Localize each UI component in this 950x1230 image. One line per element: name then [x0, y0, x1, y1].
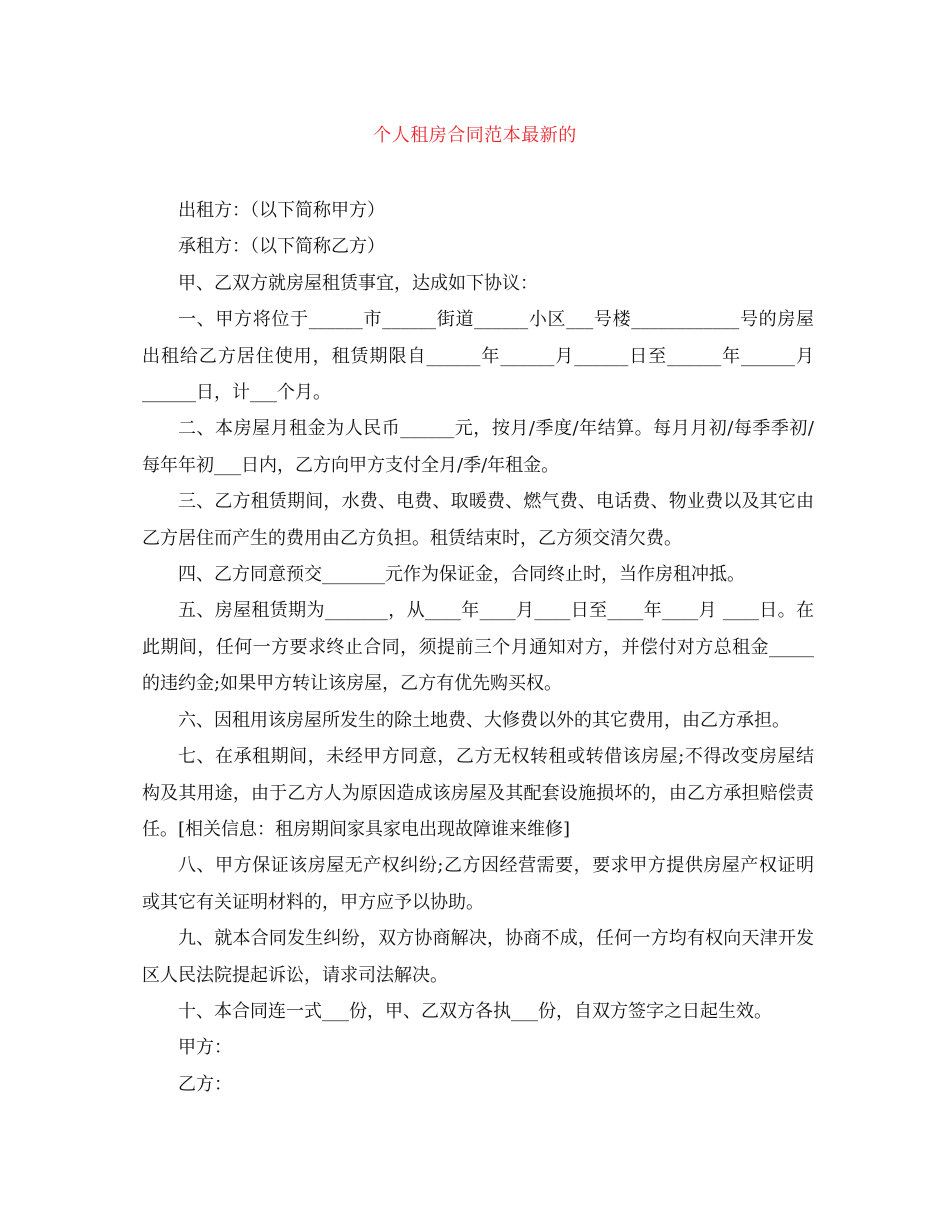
document-body — [142, 193, 814, 1103]
document-title: 个人租房合同范本最新的 — [373, 125, 577, 146]
clause-7: 七、在承租期间，未经甲方同意，乙方无权转租或转借该房屋;不得改变房屋结构及其用途，由于乙方人为原因造成该房屋及其配套设施损坏的，由乙方承担赔偿责任。[相关信息：租房期间家具家电出现故障谁来维修] — [142, 746, 814, 840]
signature-party-b: 乙方： — [178, 1073, 232, 1095]
paragraph-agreement-intro: 甲、乙双方就房屋租赁事宜，达成如下协议： — [178, 272, 538, 294]
clause-8: 八、甲方保证该房屋无产权纠纷;乙方因经营需要，要求甲方提供房屋产权证明或其它有关证明材料的，甲方应予以协助。 — [142, 855, 814, 913]
clause-2: 二、本房屋月租金为人民币______元，按月/季度/年结算。每月月初/每季季初/每年年初___日内，乙方向甲方支付全月/季/年租金。 — [142, 418, 814, 476]
clause-3: 三、乙方租赁期间，水费、电费、取暖费、燃气费、电话费、物业费以及其它由乙方居住而产生的费用由乙方负担。租赁结束时，乙方须交清欠费。 — [142, 491, 814, 549]
clause-10: 十、本合同连一式___份，甲、乙双方各执___份，自双方签字之日起生效。 — [178, 1000, 772, 1022]
paragraph-lessor: 出租方：（以下简称甲方） — [178, 200, 385, 221]
clause-9: 九、就本合同发生纠纷，双方协商解决，协商不成，任何一方均有权向天津开发区人民法院提起诉讼，请求司法解决。 — [142, 928, 814, 986]
paragraph-lessee: 承租方：（以下简称乙方） — [178, 236, 385, 258]
clause-6: 六、因租用该房屋所发生的除土地费、大修费以外的其它费用，由乙方承担。 — [178, 709, 790, 731]
clause-4: 四、乙方同意预交_______元作为保证金，合同终止时，当作房租冲抵。 — [178, 564, 745, 586]
signature-party-a: 甲方： — [178, 1037, 232, 1059]
clause-1: 一、甲方将位于______市______街道______小区___号楼____________号的房屋出租给乙方居住使用，租赁期限自______年______月______日至______年______月______日，计___个月。 — [142, 309, 814, 404]
clause-5: 五、房屋租赁期为_______，从____年____月____日至____年____月 ____日。在此期间，任何一方要求终止合同，须提前三个月通知对方，并偿付对方总租金_____的违约金;如果甲方转让该房屋，乙方有优先购买权。 — [142, 600, 814, 695]
